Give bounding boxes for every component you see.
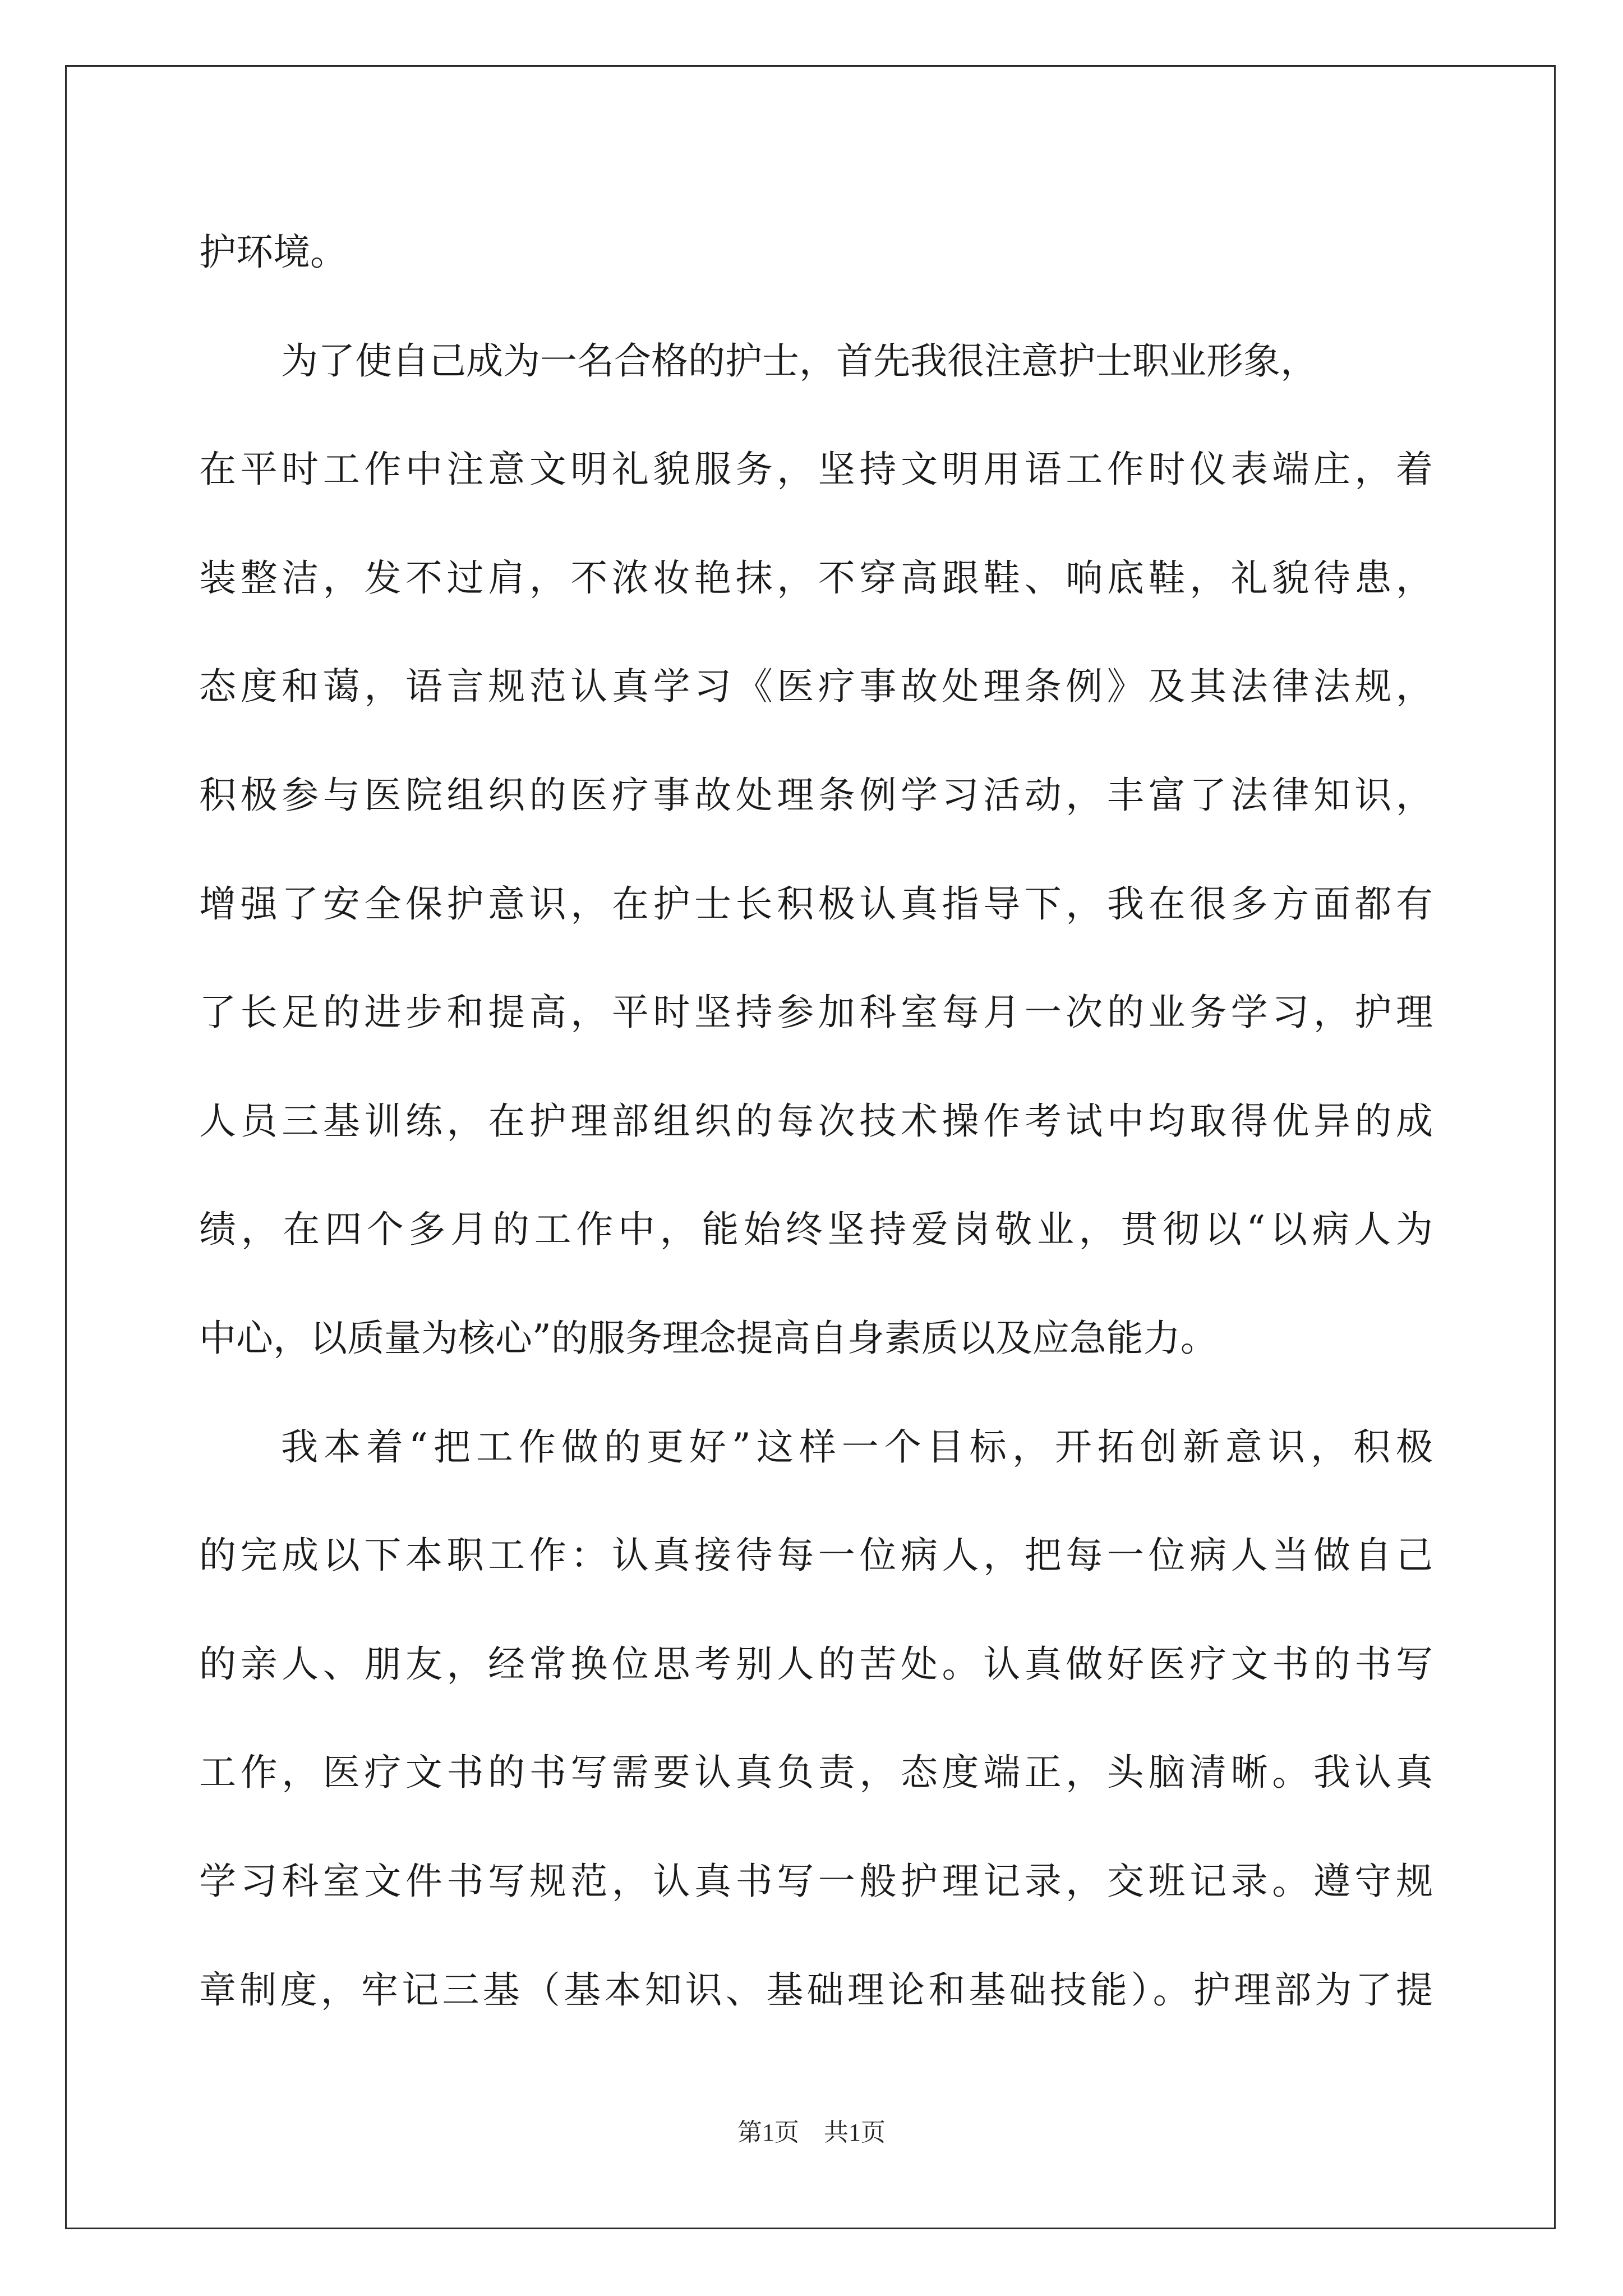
text-line: 护环境。 <box>199 231 347 274</box>
text-line: 的亲人、朋友，经常换位思考别人的苦处。认真做好医疗文书的书写 <box>199 1642 1433 1686</box>
text-line: 装整洁，发不过肩，不浓妆艳抹，不穿高跟鞋、响底鞋，礼貌待患， <box>199 556 1433 600</box>
page-number-footer: 第1页 共1页 <box>737 2119 886 2146</box>
text-line: 在平时工作中注意文明礼貌服务，坚持文明用语工作时仪表端庄，着 <box>199 448 1433 491</box>
text-line: 绩，在四个多月的工作中，能始终坚持爱岗敬业，贯彻以“以病人为 <box>199 1208 1433 1251</box>
text-line: 我本着“把工作做的更好”这样一个目标，开拓创新意识，积极 <box>281 1425 1433 1469</box>
text-line: 态度和蔼，语言规范认真学习《医疗事故处理条例》及其法律法规， <box>199 665 1433 708</box>
text-line: 积极参与医院组织的医疗事故处理条例学习活动，丰富了法律知识， <box>199 774 1433 817</box>
text-line: 中心，以质量为核心”的服务理念提高自身素质以及应急能力。 <box>199 1317 1218 1360</box>
text-line: 的完成以下本职工作：认真接待每一位病人，把每一位病人当做自己 <box>199 1534 1433 1577</box>
text-line: 增强了安全保护意识，在护士长积极认真指导下，我在很多方面都有 <box>199 882 1433 926</box>
text-line: 了长足的进步和提高，平时坚持参加科室每月一次的业务学习，护理 <box>199 991 1433 1034</box>
text-line: 学习科室文件书写规范，认真书写一般护理记录，交班记录。遵守规 <box>199 1860 1433 1903</box>
text-line: 章制度，牢记三基（基本知识、基础理论和基础技能）。护理部为了提 <box>199 1968 1433 2012</box>
text-line: 工作，医疗文书的书写需要认真负责，态度端正，头脑清晰。我认真 <box>199 1751 1433 1794</box>
text-line: 人员三基训练，在护理部组织的每次技术操作考试中均取得优异的成 <box>199 1099 1433 1143</box>
text-line: 为了使自己成为一名合格的护士，首先我很注意护士职业形象， <box>281 339 1317 383</box>
